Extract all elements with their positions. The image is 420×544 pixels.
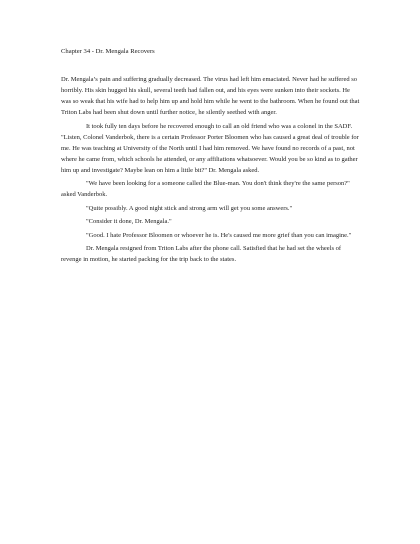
chapter-title: Chapter 34 - Dr. Mengala Recovers <box>61 48 155 55</box>
paragraph-7: Dr. Mengala resigned from Triton Labs after the phone call. Satisfied that he had set the wheels of revenge in motion, he started packing for the trip back to the states. <box>61 245 342 263</box>
paragraph-2: It took fully ten days before he recovered enough to call an old friend who was a colonel in the SADF. "Listen, Colonel Vanderbok, there is a certain Professor Porter Bloomen who has caused a great deal of trouble for me. He was teaching at University of the North until I had him removed. We have found no records of a past, not where he came from, which schools he attended, or any affiliations whatsoever. Would you be so kind as to gather him up and investigate? Maybe lean on him a little bit?" Dr. Mengala asked. <box>61 122 359 174</box>
paragraph-1: Dr. Mengala’s pain and suffering gradually decreased. The virus had left him emaciated. Never had he suffered so horribly. His skin hugged his skull, several teeth had fallen out, and his eyes were sunken into their sockets. He was so weak that his wife had to help him up and hold him while he went to the bathroom. When he found out that Triton Labs had been shut down until further notice, he silently seethed with anger. <box>61 76 360 116</box>
paragraph-4: "Quite possibly. A good night stick and strong arm will get you some answers." <box>86 204 293 212</box>
title-spacer <box>61 57 361 74</box>
text-body <box>61 46 361 265</box>
paragraph-3: "We have been looking for a someone called the Blue-man. You don't think they're the same person?" asked Vanderbok. <box>61 180 350 198</box>
paragraph-6: "Good. I hate Professor Bloomen or whoever he is. He's caused me more grief than you can imagine." <box>86 231 352 239</box>
paragraph-5: "Consider it done, Dr. Mengala." <box>86 218 172 225</box>
